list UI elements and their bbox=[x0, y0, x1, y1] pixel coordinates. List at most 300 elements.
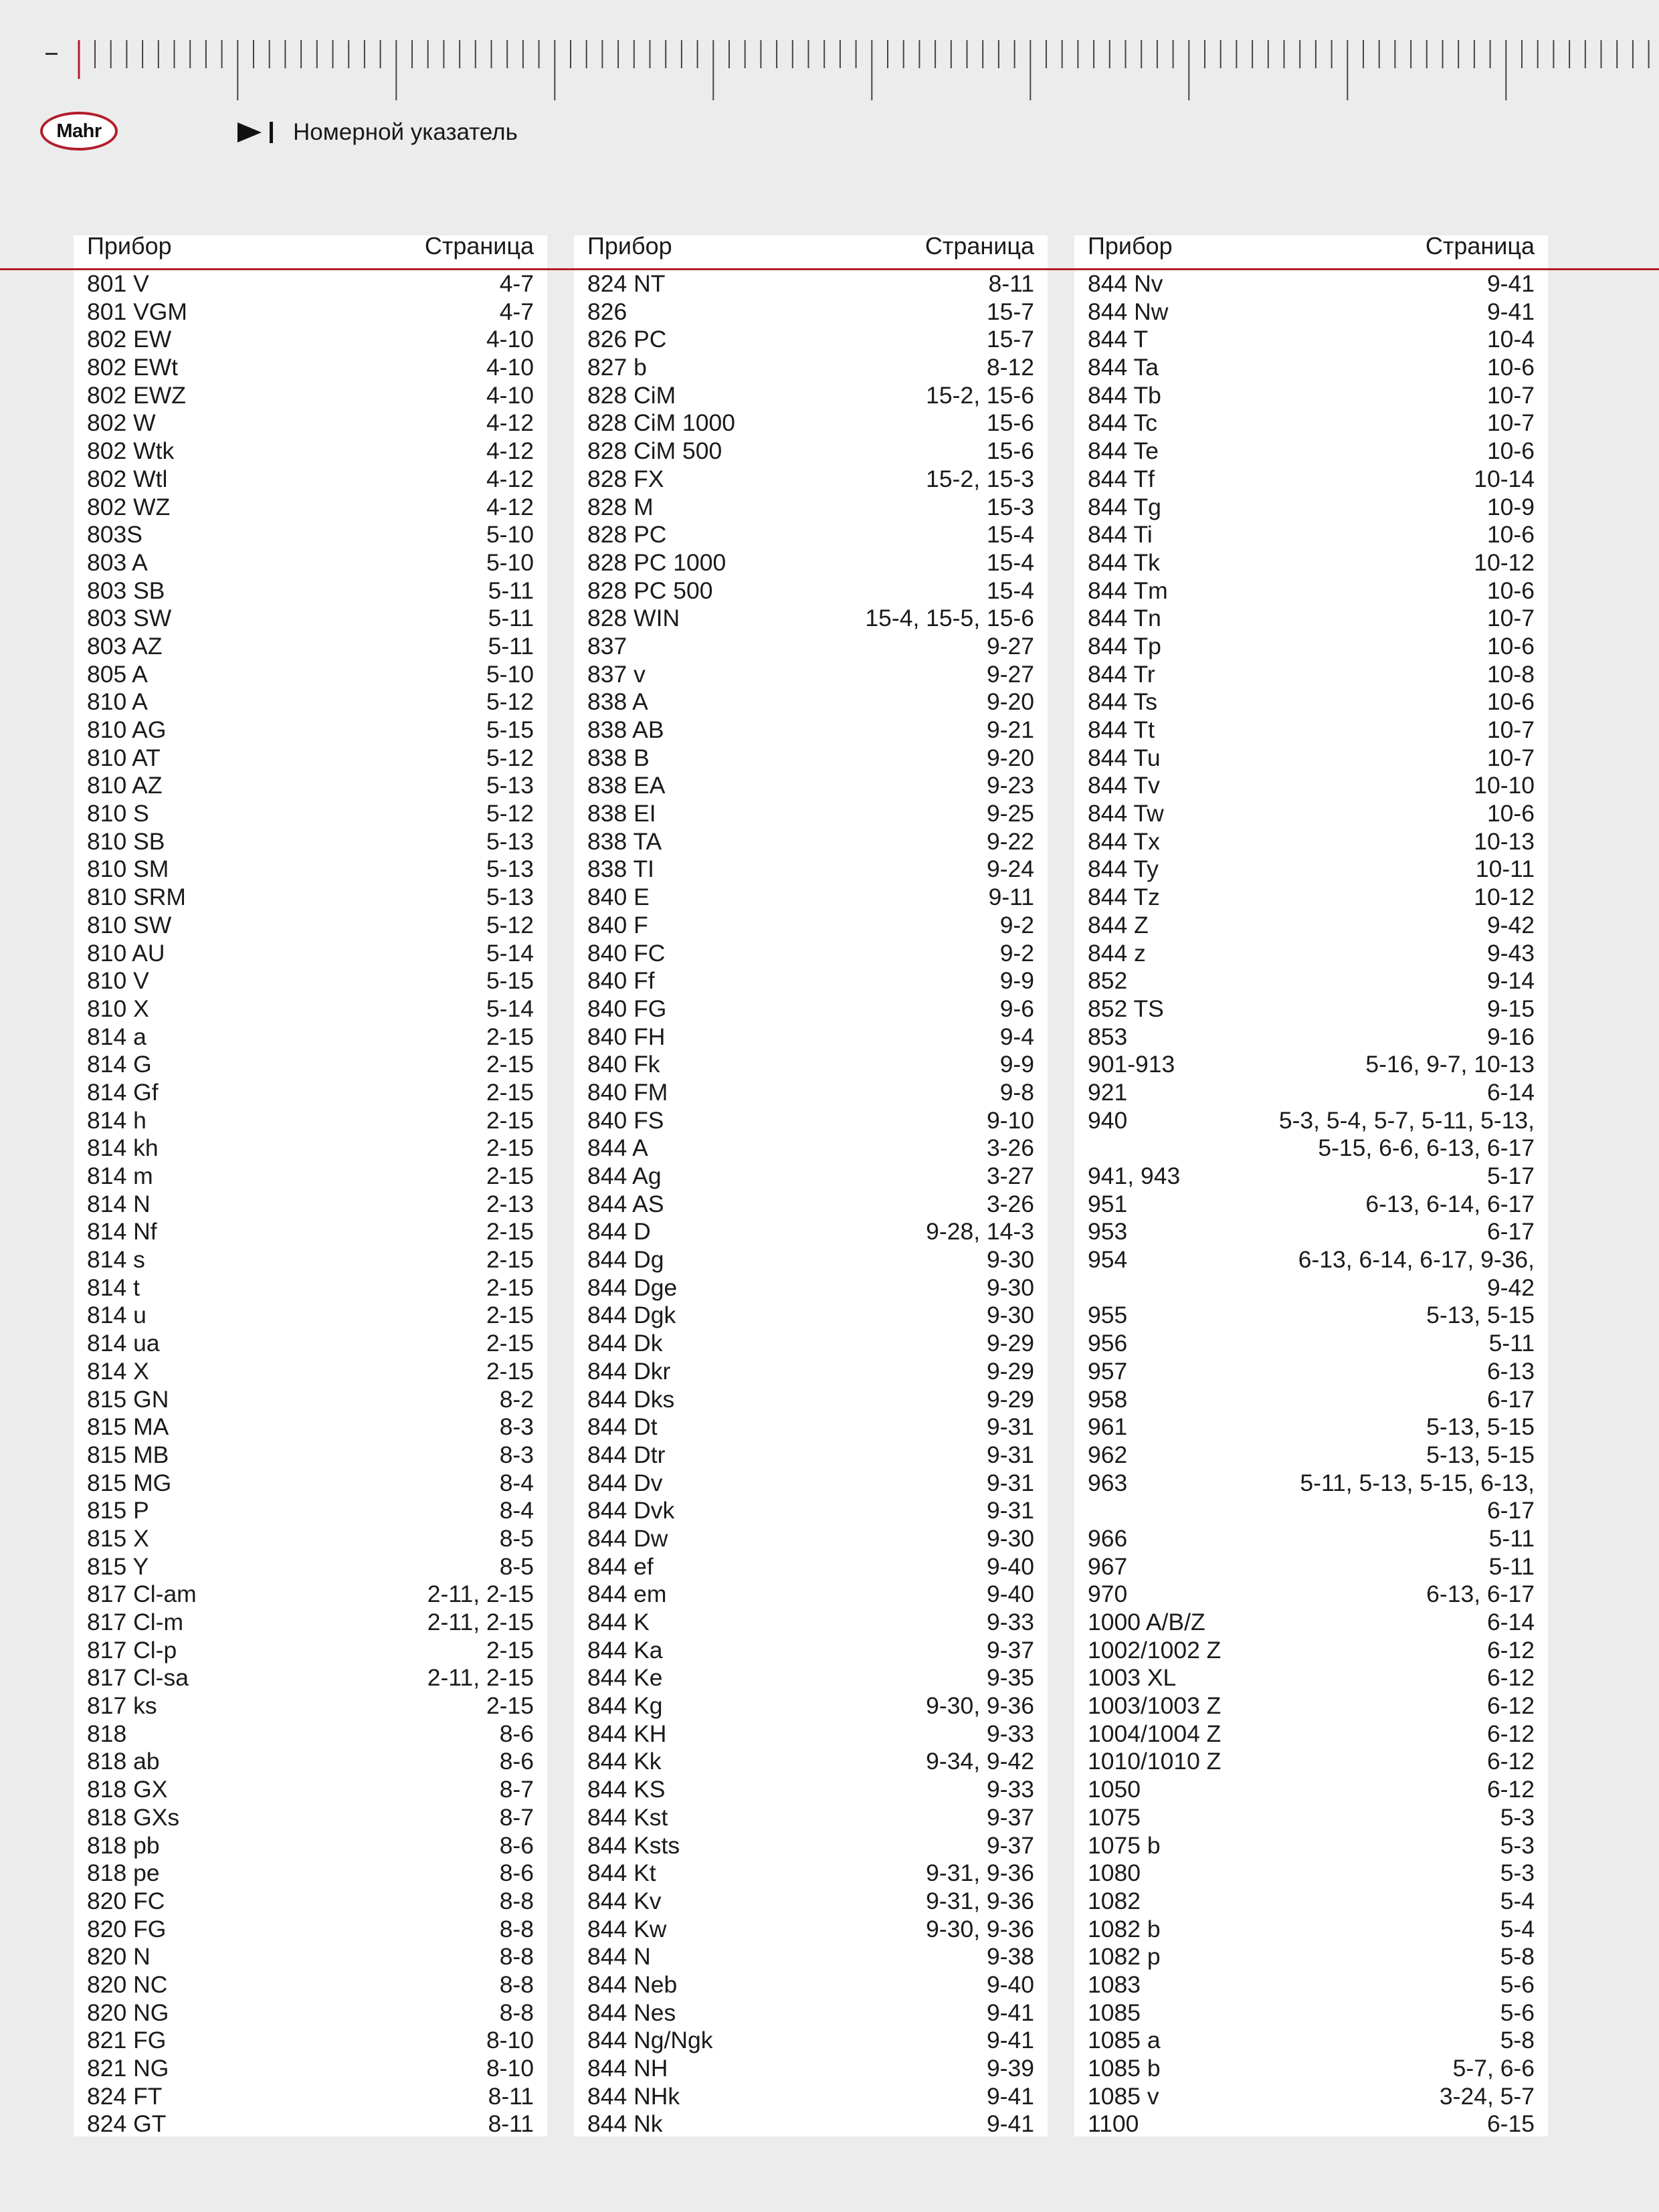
index-row bbox=[1074, 1943, 1548, 1971]
page-reference: 5-10 bbox=[486, 660, 534, 688]
index-row bbox=[1074, 1134, 1548, 1163]
page-reference: 2-15 bbox=[486, 1051, 534, 1078]
device-number: 837 v bbox=[587, 660, 646, 688]
index-row bbox=[574, 1274, 1048, 1302]
device-number: 951 bbox=[1088, 1190, 1128, 1217]
index-row bbox=[74, 1107, 547, 1135]
page-reference: 5-11 bbox=[1488, 1330, 1535, 1357]
device-number: 828 M bbox=[587, 493, 654, 520]
index-row bbox=[1074, 828, 1548, 856]
page-reference: 2-15 bbox=[486, 1330, 534, 1357]
device-number: 844 Ti bbox=[1088, 521, 1153, 548]
index-row bbox=[1074, 1609, 1548, 1637]
device-number: 828 FX bbox=[587, 465, 664, 492]
page-reference: 10-7 bbox=[1486, 381, 1535, 409]
index-row bbox=[574, 1470, 1048, 1498]
page-reference: 5-3 bbox=[1500, 1831, 1535, 1859]
page-reference: 10-14 bbox=[1474, 465, 1535, 492]
page-reference: 9-23 bbox=[986, 772, 1034, 799]
index-row bbox=[74, 1470, 547, 1498]
index-row bbox=[1074, 1804, 1548, 1832]
index-row bbox=[74, 1386, 547, 1414]
page-reference: 9-31 bbox=[986, 1497, 1034, 1524]
index-row bbox=[574, 1859, 1048, 1888]
index-row bbox=[74, 1358, 547, 1386]
device-number: 814 s bbox=[87, 1246, 145, 1274]
index-row bbox=[1074, 633, 1548, 661]
device-number: 940 bbox=[1088, 1106, 1128, 1134]
device-number: 810 AT bbox=[87, 744, 161, 771]
device-number: 844 Dvk bbox=[587, 1497, 675, 1524]
page-reference: 9-29 bbox=[986, 1357, 1034, 1385]
page-reference: 9-10 bbox=[986, 1106, 1034, 1134]
page-reference: 10-13 bbox=[1474, 827, 1535, 855]
device-number: 967 bbox=[1088, 1552, 1128, 1580]
index-row bbox=[74, 1413, 547, 1441]
device-number: 844 Nes bbox=[587, 1999, 676, 2026]
device-number: 1085 b bbox=[1088, 2055, 1161, 2082]
device-number: 844 A bbox=[587, 1134, 648, 1162]
page-reference: 8-3 bbox=[499, 1441, 534, 1468]
page-reference: 9-29 bbox=[986, 1330, 1034, 1357]
page-reference: 15-2, 15-3 bbox=[926, 465, 1034, 492]
index-row bbox=[574, 661, 1048, 689]
device-number: 844 Dgk bbox=[587, 1302, 676, 1329]
index-row bbox=[1074, 1330, 1548, 1358]
page-reference: 8-8 bbox=[499, 1915, 534, 1942]
index-row bbox=[574, 940, 1048, 968]
device-number: 1003 XL bbox=[1088, 1664, 1177, 1692]
device-number: 844 T bbox=[1088, 326, 1149, 353]
device-number: 840 FM bbox=[587, 1078, 668, 1106]
page-reference: 9-37 bbox=[986, 1803, 1034, 1831]
play-arrow-icon bbox=[237, 122, 262, 142]
device-number: 820 NC bbox=[87, 1971, 168, 1998]
device-number: 838 EI bbox=[587, 800, 656, 827]
page-reference: 9-30 bbox=[986, 1246, 1034, 1274]
index-row bbox=[574, 1246, 1048, 1274]
index-row bbox=[1074, 437, 1548, 466]
page-reference: 8-11 bbox=[988, 270, 1034, 297]
page-reference: 4-12 bbox=[486, 409, 534, 437]
page-reference: 8-12 bbox=[986, 354, 1034, 381]
page-reference: 9-9 bbox=[999, 1051, 1034, 1078]
page-reference: 10-6 bbox=[1486, 632, 1535, 660]
page-reference: 5-4 bbox=[1500, 1887, 1535, 1914]
device-number: 901-913 bbox=[1088, 1051, 1175, 1078]
page-reference: 4-10 bbox=[486, 326, 534, 353]
device-number: 820 NG bbox=[87, 1999, 169, 2026]
page-reference: 8-7 bbox=[499, 1803, 534, 1831]
device-number: 818 bbox=[87, 1720, 127, 1747]
page-reference: 9-20 bbox=[986, 688, 1034, 716]
device-number: 814 h bbox=[87, 1106, 147, 1134]
index-row bbox=[574, 466, 1048, 494]
device-number: 1004/1004 Z bbox=[1088, 1720, 1222, 1747]
page-reference: 10-6 bbox=[1486, 577, 1535, 604]
index-row bbox=[574, 437, 1048, 466]
device-number: 844 Te bbox=[1088, 437, 1159, 465]
index-row bbox=[574, 1302, 1048, 1330]
page-reference: 6-14 bbox=[1486, 1078, 1535, 1106]
device-number: 828 PC 1000 bbox=[587, 548, 726, 576]
device-number: 814 Nf bbox=[87, 1218, 157, 1245]
device-number: 815 GN bbox=[87, 1385, 169, 1413]
page-reference: 5-6 bbox=[1500, 1999, 1535, 2026]
page-reference: 8-11 bbox=[488, 2110, 534, 2138]
device-number: 844 Tw bbox=[1088, 800, 1164, 827]
device-number: 814 kh bbox=[87, 1134, 159, 1162]
page-reference: 9-2 bbox=[999, 911, 1034, 938]
device-number: 844 Nw bbox=[1088, 298, 1169, 325]
device-number: 844 Tr bbox=[1088, 660, 1155, 688]
index-row bbox=[574, 1553, 1048, 1581]
index-row bbox=[574, 1079, 1048, 1107]
index-row bbox=[574, 1943, 1048, 1971]
device-number: 844 Tz bbox=[1088, 884, 1160, 911]
index-row bbox=[1074, 1163, 1548, 1191]
index-row bbox=[1074, 1748, 1548, 1776]
index-row bbox=[1074, 1692, 1548, 1720]
page-reference: 2-11, 2-15 bbox=[427, 1664, 534, 1692]
index-row bbox=[574, 633, 1048, 661]
index-row bbox=[1074, 549, 1548, 577]
page-reference: 8-10 bbox=[486, 2055, 534, 2082]
page-reference: 5-3 bbox=[1500, 1803, 1535, 1831]
device-number: 1075 b bbox=[1088, 1831, 1161, 1859]
device-number: 815 P bbox=[87, 1497, 149, 1524]
page-reference: 9-41 bbox=[1486, 298, 1535, 325]
page-reference: 5-12 bbox=[486, 800, 534, 827]
device-number: 814 X bbox=[87, 1357, 149, 1385]
device-number: 827 b bbox=[587, 354, 647, 381]
device-number: 852 bbox=[1088, 967, 1128, 995]
index-row bbox=[574, 912, 1048, 940]
page-reference: 5-15 bbox=[486, 967, 534, 995]
page-reference: 5-13 bbox=[486, 772, 534, 799]
device-number: 814 m bbox=[87, 1163, 153, 1189]
index-row bbox=[74, 1664, 547, 1692]
header-device: Прибор bbox=[1088, 232, 1173, 260]
index-row bbox=[74, 549, 547, 577]
page-reference: 6-15 bbox=[1486, 2110, 1535, 2138]
page-reference: 3-27 bbox=[986, 1163, 1034, 1189]
device-number: 844 Kst bbox=[587, 1803, 668, 1831]
page-reference: 6-12 bbox=[1486, 1776, 1535, 1803]
device-number: 810 SM bbox=[87, 856, 169, 883]
page-reference: 9-41 bbox=[986, 2082, 1034, 2110]
device-number: 921 bbox=[1088, 1078, 1128, 1106]
device-number: 1085 bbox=[1088, 1999, 1141, 2026]
page-reference: 5-15 bbox=[486, 716, 534, 743]
page-reference: 10-7 bbox=[1486, 744, 1535, 771]
page-reference: 10-6 bbox=[1486, 437, 1535, 465]
device-number: 814 a bbox=[87, 1023, 147, 1050]
page-reference: 15-4 bbox=[986, 577, 1034, 604]
page-reference: 9-41 bbox=[986, 2027, 1034, 2054]
page-reference: 5-12 bbox=[486, 911, 534, 938]
index-row bbox=[74, 1609, 547, 1637]
device-number: 810 SB bbox=[87, 827, 165, 855]
page-reference: 9-20 bbox=[986, 744, 1034, 771]
device-number: 1082 bbox=[1088, 1887, 1141, 1914]
device-number: 1085 v bbox=[1088, 2082, 1159, 2110]
index-row bbox=[1074, 1637, 1548, 1665]
index-row bbox=[574, 494, 1048, 522]
index-row bbox=[574, 772, 1048, 800]
device-number: 844 Tn bbox=[1088, 605, 1161, 632]
index-row bbox=[74, 828, 547, 856]
page-reference: 6-13, 6-14, 6-17 bbox=[1365, 1190, 1535, 1217]
page-reference: 8-7 bbox=[499, 1776, 534, 1803]
device-number: 844 Tu bbox=[1088, 744, 1161, 771]
device-number: 838 A bbox=[587, 688, 648, 716]
index-row bbox=[1074, 1051, 1548, 1079]
page-reference: 9-27 bbox=[986, 632, 1034, 660]
index-row bbox=[74, 1441, 547, 1470]
page-reference: 8-6 bbox=[499, 1859, 534, 1887]
page-reference: 10-10 bbox=[1474, 772, 1535, 799]
index-row bbox=[1074, 1581, 1548, 1609]
page-reference: 5-17 bbox=[1486, 1163, 1535, 1189]
index-row bbox=[74, 1804, 547, 1832]
page-reference: 5-8 bbox=[1500, 2027, 1535, 2054]
index-row bbox=[1074, 1358, 1548, 1386]
device-number: 844 Kt bbox=[587, 1859, 656, 1887]
page-reference: 9-33 bbox=[986, 1776, 1034, 1803]
index-row bbox=[574, 800, 1048, 828]
page-reference: 9-21 bbox=[986, 716, 1034, 743]
index-row bbox=[574, 1971, 1048, 1999]
device-number: 817 ks bbox=[87, 1692, 157, 1720]
device-number: 953 bbox=[1088, 1218, 1128, 1245]
device-number: 840 FH bbox=[587, 1023, 666, 1050]
device-number: 818 pb bbox=[87, 1831, 160, 1859]
page-reference: 9-33 bbox=[986, 1609, 1034, 1635]
page-reference: 10-7 bbox=[1486, 605, 1535, 632]
page-reference: 15-3 bbox=[986, 493, 1034, 520]
device-number: 803 SW bbox=[87, 605, 172, 632]
page-reference: 6-12 bbox=[1486, 1692, 1535, 1720]
device-number: 853 bbox=[1088, 1023, 1128, 1050]
device-number: 802 Wtl bbox=[87, 465, 168, 492]
index-row bbox=[1074, 940, 1548, 968]
device-number: 963 bbox=[1088, 1469, 1128, 1496]
index-row bbox=[574, 1330, 1048, 1358]
index-row bbox=[74, 1051, 547, 1079]
index-row bbox=[74, 2027, 547, 2055]
device-number: 838 AB bbox=[587, 716, 664, 743]
index-row bbox=[74, 1637, 547, 1665]
page-reference: 5-11 bbox=[1488, 1524, 1535, 1552]
page-reference: 9-35 bbox=[986, 1664, 1034, 1692]
device-number: 844 KH bbox=[587, 1720, 667, 1747]
page-reference: 9-30 bbox=[986, 1524, 1034, 1552]
index-row bbox=[1074, 716, 1548, 744]
index-row bbox=[1074, 995, 1548, 1023]
index-row bbox=[1074, 1916, 1548, 1944]
device-number: 817 Cl-sa bbox=[87, 1664, 189, 1692]
device-number: 815 Y bbox=[87, 1552, 149, 1580]
page-reference: 4-12 bbox=[486, 437, 534, 465]
page-reference: 8-6 bbox=[499, 1748, 534, 1775]
page-reference: 10-7 bbox=[1486, 716, 1535, 743]
device-number: 840 FS bbox=[587, 1106, 664, 1134]
device-number: 814 t bbox=[87, 1274, 140, 1301]
device-number: 828 CiM 1000 bbox=[587, 409, 736, 437]
index-row bbox=[74, 800, 547, 828]
page-reference: 5-3, 5-4, 5-7, 5-11, 5-13, bbox=[1278, 1106, 1535, 1134]
section-heading bbox=[237, 115, 518, 150]
index-row bbox=[574, 1720, 1048, 1748]
device-number: 838 B bbox=[587, 744, 650, 771]
index-row bbox=[574, 1358, 1048, 1386]
page-reference: 9-4 bbox=[999, 1023, 1034, 1050]
page-reference: 2-15 bbox=[486, 1636, 534, 1664]
page-reference: 8-8 bbox=[499, 1999, 534, 2026]
device-number: 844 Ts bbox=[1088, 688, 1157, 716]
index-row bbox=[74, 1246, 547, 1274]
page-reference: 15-7 bbox=[986, 298, 1034, 325]
index-row bbox=[574, 688, 1048, 716]
page-reference: 9-42 bbox=[1486, 911, 1535, 938]
page-reference: 10-11 bbox=[1475, 856, 1535, 883]
device-number: 810 SW bbox=[87, 911, 172, 938]
device-number: 828 CiM 500 bbox=[587, 437, 722, 465]
page-reference: 2-15 bbox=[486, 1357, 534, 1385]
page-reference: 4-7 bbox=[499, 298, 534, 325]
device-number: 844 AS bbox=[587, 1190, 664, 1217]
index-row bbox=[1074, 354, 1548, 382]
device-number: 818 pe bbox=[87, 1859, 160, 1887]
index-row bbox=[74, 2110, 547, 2138]
index-row bbox=[574, 2027, 1048, 2055]
device-number: 844 Tg bbox=[1088, 493, 1161, 520]
index-row bbox=[1074, 1497, 1548, 1525]
device-number: 810 AZ bbox=[87, 772, 163, 799]
device-number: 844 Dks bbox=[587, 1385, 675, 1413]
index-row bbox=[74, 884, 547, 912]
page-reference: 9-42 bbox=[1486, 1274, 1535, 1301]
device-number: 844 Dk bbox=[587, 1330, 663, 1357]
page-reference: 9-39 bbox=[986, 2055, 1034, 2082]
index-row bbox=[74, 1218, 547, 1246]
device-number: 844 Ka bbox=[587, 1636, 663, 1664]
index-row bbox=[1074, 1302, 1548, 1330]
page-reference: 15-6 bbox=[986, 437, 1034, 465]
page-reference: 5-11 bbox=[488, 605, 534, 632]
index-row bbox=[574, 1804, 1048, 1832]
index-row bbox=[574, 2110, 1048, 2138]
index-row bbox=[574, 354, 1048, 382]
page-reference: 15-6 bbox=[986, 409, 1034, 437]
device-number: 844 Neb bbox=[587, 1971, 678, 1998]
page-reference: 15-4 bbox=[986, 548, 1034, 576]
page-reference: 15-7 bbox=[986, 326, 1034, 353]
device-number: 821 NG bbox=[87, 2055, 169, 2082]
device-number: 801 V bbox=[87, 270, 149, 297]
index-row bbox=[74, 382, 547, 410]
index-row bbox=[1074, 967, 1548, 995]
page-reference: 15-4 bbox=[986, 521, 1034, 548]
page-reference: 4-10 bbox=[486, 354, 534, 381]
device-number: 802 EW bbox=[87, 326, 172, 353]
device-number: 838 EA bbox=[587, 772, 666, 799]
page-reference: 10-6 bbox=[1486, 354, 1535, 381]
device-number: 840 F bbox=[587, 911, 648, 938]
page-reference: 10-6 bbox=[1486, 521, 1535, 548]
device-number: 844 Dt bbox=[587, 1413, 658, 1441]
page-reference: 3-26 bbox=[986, 1134, 1034, 1162]
page-reference: 4-10 bbox=[486, 381, 534, 409]
index-row bbox=[1074, 326, 1548, 354]
index-row bbox=[1074, 2055, 1548, 2083]
device-number: 828 CiM bbox=[587, 381, 676, 409]
device-number: 844 Tk bbox=[1088, 548, 1160, 576]
index-row bbox=[1074, 912, 1548, 940]
header-device: Прибор bbox=[587, 232, 672, 260]
device-number: 1100 bbox=[1088, 2110, 1139, 2138]
index-row bbox=[74, 577, 547, 605]
index-row bbox=[1074, 1441, 1548, 1470]
page-reference: 2-15 bbox=[486, 1218, 534, 1245]
page-reference: 9-40 bbox=[986, 1581, 1034, 1608]
device-number: 801 VGM bbox=[87, 298, 187, 325]
device-number: 803 SB bbox=[87, 577, 165, 604]
index-row bbox=[74, 856, 547, 884]
index-row bbox=[74, 1163, 547, 1191]
device-number: 818 ab bbox=[87, 1748, 160, 1775]
index-row bbox=[574, 2055, 1048, 2083]
page-reference: 9-37 bbox=[986, 1636, 1034, 1664]
index-row bbox=[574, 1581, 1048, 1609]
index-row bbox=[1074, 1386, 1548, 1414]
index-row bbox=[574, 1441, 1048, 1470]
device-number: 826 bbox=[587, 298, 627, 325]
page-reference: 5-12 bbox=[486, 688, 534, 716]
device-number: 844 Nv bbox=[1088, 270, 1163, 297]
device-number: 802 EWt bbox=[87, 354, 179, 381]
index-row bbox=[74, 437, 547, 466]
page-reference: 4-12 bbox=[486, 493, 534, 520]
device-number: 844 Dv bbox=[587, 1469, 663, 1496]
index-row bbox=[74, 605, 547, 633]
page-reference: 6-14 bbox=[1486, 1609, 1535, 1635]
index-row bbox=[74, 1191, 547, 1219]
index-row bbox=[74, 1079, 547, 1107]
page-reference: 9-24 bbox=[986, 856, 1034, 883]
index-row bbox=[1074, 800, 1548, 828]
device-number: 802 EWZ bbox=[87, 381, 186, 409]
page-reference: 2-11, 2-15 bbox=[427, 1609, 534, 1635]
device-number: 1050 bbox=[1088, 1776, 1141, 1803]
index-row bbox=[574, 828, 1048, 856]
index-row bbox=[574, 1497, 1048, 1525]
index-row bbox=[574, 1888, 1048, 1916]
index-row bbox=[74, 1720, 547, 1748]
page-reference: 5-13 bbox=[486, 884, 534, 911]
page-reference: 9-30, 9-36 bbox=[926, 1915, 1034, 1942]
device-number: 956 bbox=[1088, 1330, 1128, 1357]
device-number: 840 Fk bbox=[587, 1051, 660, 1078]
page-reference: 6-17 bbox=[1486, 1218, 1535, 1245]
bar-icon bbox=[270, 122, 273, 143]
device-number: 817 Cl-p bbox=[87, 1636, 177, 1664]
index-row bbox=[1074, 1888, 1548, 1916]
index-row bbox=[74, 494, 547, 522]
page-reference: 3-24, 5-7 bbox=[1439, 2082, 1535, 2110]
page-reference: 9-31 bbox=[986, 1413, 1034, 1441]
